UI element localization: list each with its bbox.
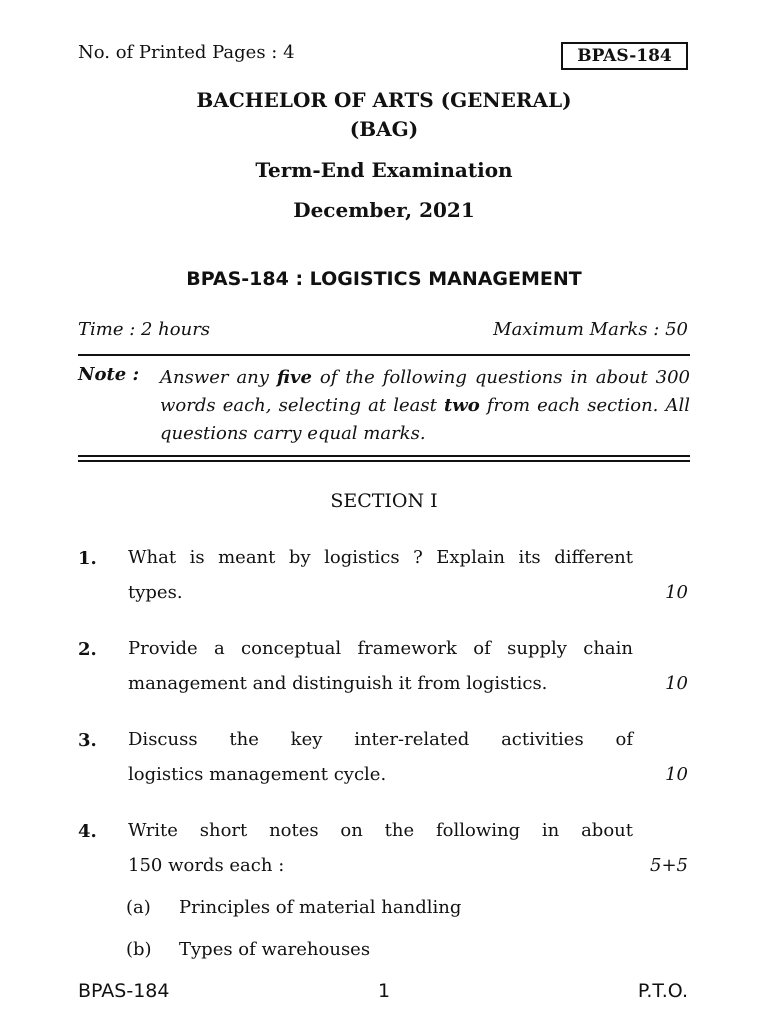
double-divider-top [78, 455, 690, 457]
course-title: BPAS-184 : LOGISTICS MANAGEMENT [186, 268, 582, 290]
question-text: Discuss the key inter-related activities of [128, 729, 633, 750]
subpart-text: Types of warehouses [179, 939, 371, 960]
question-number: 3. [78, 730, 97, 751]
note-pre: Answer any [160, 367, 277, 388]
footer-page-number: 1 [377, 980, 391, 1002]
question-text-cont: management and distinguish it from logistics. [128, 673, 548, 694]
paper-code-box: BPAS-184 [561, 42, 688, 70]
double-divider-bottom [78, 460, 690, 462]
programme-abbrev: (BAG) [349, 117, 419, 141]
time-allowed: Time : 2 hours [78, 319, 211, 340]
question-marks: 10 [665, 764, 688, 785]
programme-title: BACHELOR OF ARTS (GENERAL) [196, 88, 572, 112]
question-number: 4. [78, 821, 97, 842]
divider [78, 354, 690, 356]
note-five: five [276, 367, 312, 388]
exam-title: Term-End Examination [255, 158, 513, 182]
question-marks: 10 [665, 582, 688, 603]
question-number: 2. [78, 639, 97, 660]
note-post: from each section. All questions carry equal marks. [160, 395, 690, 444]
question-text: Provide a conceptual framework of supply chain [128, 638, 633, 659]
maximum-marks: Maximum Marks : 50 [493, 319, 688, 340]
question-text-cont: logistics management cycle. [128, 764, 387, 785]
note-text [160, 364, 690, 448]
question-text: What is meant by logistics ? Explain its different [128, 547, 633, 568]
question-text: Write short notes on the following in about [128, 820, 633, 841]
question-marks: 10 [665, 673, 688, 694]
printed-pages: No. of Printed Pages : 4 [78, 42, 295, 63]
note-label: Note : [78, 364, 140, 385]
question-text-cont: types. [128, 582, 183, 603]
footer-pto: P.T.O. [637, 980, 688, 1002]
question-text-cont: 150 words each : [128, 855, 285, 876]
question-marks: 5+5 [650, 855, 688, 876]
subpart-label: (b) [126, 939, 152, 960]
note-two: two [443, 395, 480, 416]
section-title: SECTION I [330, 490, 438, 512]
question-number: 1. [78, 548, 97, 569]
subpart-label: (a) [126, 897, 151, 918]
exam-session: December, 2021 [293, 198, 475, 222]
subpart-text: Principles of material handling [179, 897, 462, 918]
footer-paper-code: BPAS-184 [78, 980, 170, 1002]
note-mid: of the following questions in about 300 words each, selecting at least [160, 367, 690, 416]
